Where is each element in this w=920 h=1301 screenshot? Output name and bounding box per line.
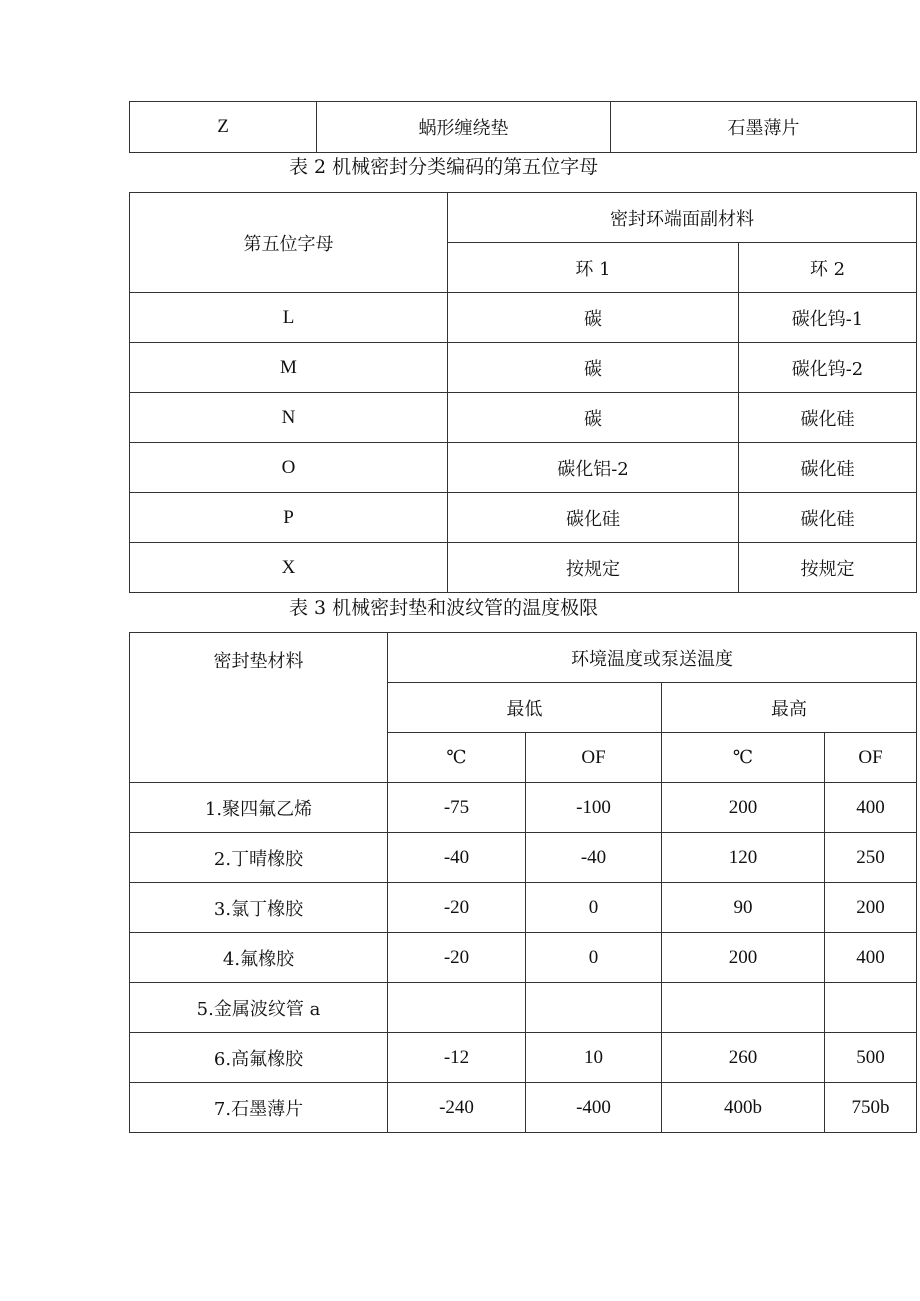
- table-cell: 400: [825, 933, 917, 983]
- table-cell: 200: [662, 933, 825, 983]
- table-row: [130, 543, 917, 593]
- table-cell: -75: [388, 783, 526, 833]
- table-cell: 碳化铝-2: [448, 443, 739, 493]
- header-maximum: 最高: [662, 683, 917, 733]
- table-row: [130, 343, 917, 393]
- table-cell: 碳化硅: [739, 493, 917, 543]
- table-cell: 1.聚四氟乙烯: [130, 783, 388, 833]
- table-cell: Z: [130, 102, 317, 153]
- table-cell: 120: [662, 833, 825, 883]
- table-row: [130, 883, 917, 933]
- table-row: [130, 1083, 917, 1133]
- table-cell: 按规定: [448, 543, 739, 593]
- table-cell: 碳化硅: [739, 393, 917, 443]
- table-cell: 碳: [448, 393, 739, 443]
- table-cell: 0: [526, 883, 662, 933]
- table-cell: 碳化硅: [448, 493, 739, 543]
- table-cell: 260: [662, 1033, 825, 1083]
- table-cell: [825, 983, 917, 1033]
- table-cell: [662, 983, 825, 1033]
- header-face-materials: 密封环端面副材料: [448, 193, 917, 243]
- table-cell: 石墨薄片: [611, 102, 917, 153]
- table-cell: 3.氯丁橡胶: [130, 883, 388, 933]
- table-cell: -40: [526, 833, 662, 883]
- table-row: [130, 783, 917, 833]
- table-cell: 碳化钨-1: [739, 293, 917, 343]
- table-3-caption: 表 3 机械密封垫和波纹管的温度极限: [289, 597, 599, 619]
- table-2-caption: 表 2 机械密封分类编码的第五位字母: [289, 156, 599, 178]
- table-row: [130, 293, 917, 343]
- header-fifth-letter: 第五位字母: [130, 193, 448, 293]
- table-cell: 按规定: [739, 543, 917, 593]
- table-cell: 5.金属波纹管 a: [130, 983, 388, 1033]
- table-cell: P: [130, 493, 448, 543]
- table-cell: 750b: [825, 1083, 917, 1133]
- header-temperature: 环境温度或泵送温度: [388, 633, 917, 683]
- table-cell: 蜗形缠绕垫: [317, 102, 611, 153]
- table-cell: L: [130, 293, 448, 343]
- table-cell: 0: [526, 933, 662, 983]
- header-unit-celsius-min: ℃: [388, 733, 526, 783]
- table-cell: 10: [526, 1033, 662, 1083]
- table-cell: 6.高氟橡胶: [130, 1033, 388, 1083]
- header-ring-1: 环 1: [448, 243, 739, 293]
- table-temperature-limits: [129, 632, 917, 1133]
- table-row: [130, 102, 917, 153]
- table-cell: 500: [825, 1033, 917, 1083]
- table-row: [130, 393, 917, 443]
- table-cell: -20: [388, 883, 526, 933]
- table-cell: -12: [388, 1033, 526, 1083]
- table-cell: 400b: [662, 1083, 825, 1133]
- table-cell: -400: [526, 1083, 662, 1133]
- table-cell: M: [130, 343, 448, 393]
- table-cell: 碳: [448, 293, 739, 343]
- table-cell: 400: [825, 783, 917, 833]
- header-unit-celsius-max: ℃: [662, 733, 825, 783]
- table-cell: 2.丁晴橡胶: [130, 833, 388, 883]
- table-cell: X: [130, 543, 448, 593]
- table-row: [130, 443, 917, 493]
- table-cell: 90: [662, 883, 825, 933]
- table-row: [130, 493, 917, 543]
- table-cell: 4.氟橡胶: [130, 933, 388, 983]
- header-unit-fahrenheit-max: OF: [825, 733, 917, 783]
- table-cell: -240: [388, 1083, 526, 1133]
- table-row: [130, 833, 917, 883]
- header-gasket-material: 密封垫材料: [130, 633, 388, 783]
- header-minimum: 最低: [388, 683, 662, 733]
- table-cell: -100: [526, 783, 662, 833]
- table-row: [130, 983, 917, 1033]
- table-cell: [526, 983, 662, 1033]
- table-cell: 7.石墨薄片: [130, 1083, 388, 1133]
- table-cell: 碳化钨-2: [739, 343, 917, 393]
- table-cell: N: [130, 393, 448, 443]
- table-cell: 200: [825, 883, 917, 933]
- table-cell: -40: [388, 833, 526, 883]
- table-fifth-letter-codes: [129, 192, 917, 593]
- table-cell: O: [130, 443, 448, 493]
- table-header-row: [130, 633, 917, 683]
- table-header-row: [130, 193, 917, 243]
- table-cell: 200: [662, 783, 825, 833]
- table-cell: -20: [388, 933, 526, 983]
- table-gasket-types-continued: [129, 101, 917, 153]
- table-cell: 碳化硅: [739, 443, 917, 493]
- table-cell: 碳: [448, 343, 739, 393]
- header-ring-2: 环 2: [739, 243, 917, 293]
- header-unit-fahrenheit-min: OF: [526, 733, 662, 783]
- table-row: [130, 933, 917, 983]
- table-cell: [388, 983, 526, 1033]
- table-row: [130, 1033, 917, 1083]
- table-cell: 250: [825, 833, 917, 883]
